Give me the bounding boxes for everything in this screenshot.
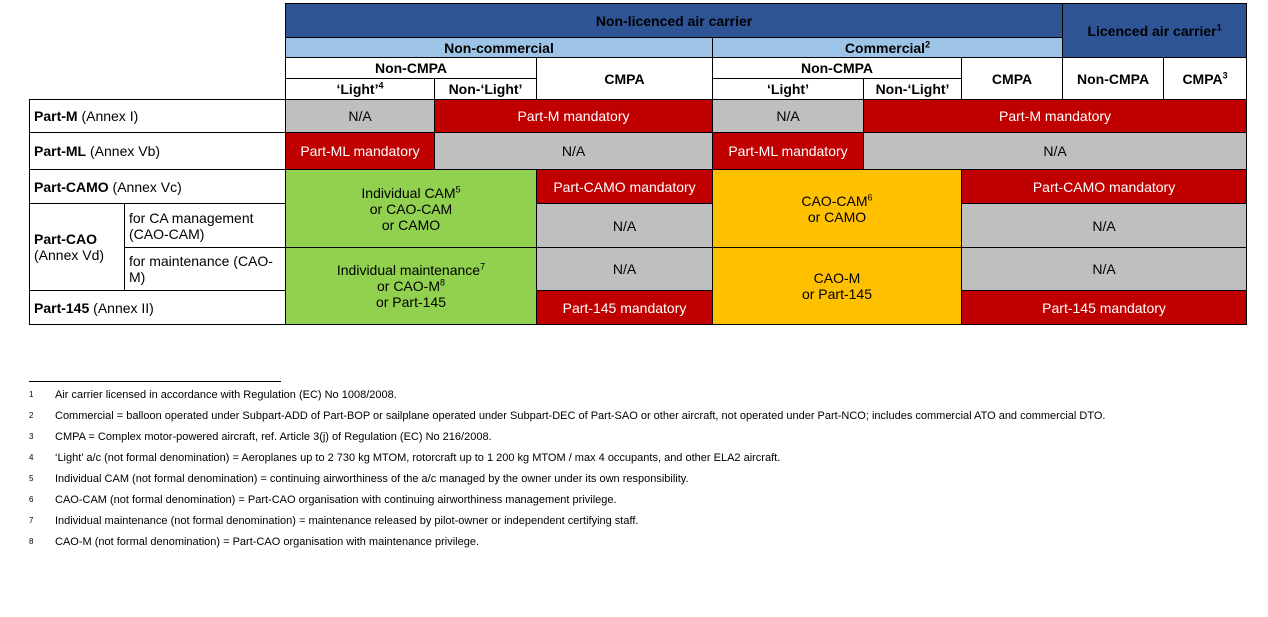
- row-label-part-ml: Part-ML (Annex Vb): [30, 133, 286, 170]
- row-label-part-camo: Part-CAMO (Annex Vc): [30, 170, 286, 204]
- cell-na: N/A: [864, 133, 1247, 170]
- header-nc-light: ‘Light’$^4$: [286, 79, 435, 100]
- header-non-commercial: Non-commercial: [286, 38, 713, 58]
- cell-individual-cam: Individual CAM$^5$ or CAO-CAM or CAMO: [286, 170, 537, 248]
- footnote: 2 Commercial = balloon operated under Subpart-ADD of Part-BOP or sailplane operated under Subpart-DEC of Part-SAO or other aircraft, not operated under Part-NCO; includes commercial ATO and commercial DTO.: [29, 410, 1106, 422]
- footnote: 4 ‘Light’ a/c (not formal denomination) = Aeroplanes up to 2 730 kg MTOM, rotorcraft up to 1 200 kg MTOM / max 4 occupants, and other ELA2 aircraft.: [29, 452, 781, 464]
- cell-part-ml-mandatory: Part-ML mandatory: [286, 133, 435, 170]
- applicability-table: [29, 3, 1247, 325]
- header-lic-non-cmpa: Non-CMPA: [1063, 58, 1164, 100]
- header-c-non-cmpa: Non-CMPA: [713, 58, 962, 79]
- cell-part-m-mandatory: Part-M mandatory: [435, 100, 713, 133]
- corner-blank: [30, 4, 286, 100]
- footnote: 5 Individual CAM (not formal denomination) = continuing airworthiness of the a/c managed by the owner under its own responsibility.: [29, 473, 689, 485]
- cell-cao-m: CAO-M or Part-145: [713, 248, 962, 325]
- header-c-light: ‘Light’: [713, 79, 864, 100]
- header-licenced: Licenced air carrier$^1$: [1063, 4, 1247, 58]
- row-label-cao-m: for maintenance (CAO-M): [125, 248, 286, 291]
- cell-part-camo-mandatory: Part-CAMO mandatory: [962, 170, 1247, 204]
- cell-cao-cam: CAO-CAM$^6$ or CAMO: [713, 170, 962, 248]
- cell-na: N/A: [537, 204, 713, 248]
- footnote: 6 CAO-CAM (not formal denomination) = Part-CAO organisation with continuing airworthiness management privilege.: [29, 494, 617, 506]
- row-label-part-m: Part-M (Annex I): [30, 100, 286, 133]
- header-nc-non-cmpa: Non-CMPA: [286, 58, 537, 79]
- footnote: 3 CMPA = Complex motor-powered aircraft, ref. Article 3(j) of Regulation (EC) No 216/2008.: [29, 431, 492, 443]
- footnote-divider: [29, 381, 281, 382]
- cell-na: N/A: [286, 100, 435, 133]
- cell-na: N/A: [537, 248, 713, 291]
- cell-na: N/A: [962, 204, 1247, 248]
- header-lic-cmpa: CMPA$^3$: [1164, 58, 1247, 100]
- row-label-part-145: Part-145 (Annex II): [30, 291, 286, 325]
- cell-na: N/A: [962, 248, 1247, 291]
- footnote: 8 CAO-M (not formal denomination) = Part-CAO organisation with maintenance privilege.: [29, 536, 479, 548]
- footnote: 1 Air carrier licensed in accordance with Regulation (EC) No 1008/2008.: [29, 389, 397, 401]
- header-nc-non-light: Non-‘Light’: [435, 79, 537, 100]
- row-label-part-cao: Part-CAO (Annex Vd): [30, 204, 125, 291]
- footnote: 7 Individual maintenance (not formal denomination) = maintenance released by pilot-owner or independent certifying staff.: [29, 515, 639, 527]
- cell-part-m-mandatory: Part-M mandatory: [864, 100, 1247, 133]
- cell-individual-maintenance: Individual maintenance$^7$ or CAO-$M^8$ or Part-145: [286, 248, 537, 325]
- cell-part-camo-mandatory: Part-CAMO mandatory: [537, 170, 713, 204]
- cell-na: N/A: [435, 133, 713, 170]
- header-nc-cmpa: CMPA: [537, 58, 713, 100]
- cell-part-145-mandatory: Part-145 mandatory: [537, 291, 713, 325]
- cell-na: N/A: [713, 100, 864, 133]
- cell-part-ml-mandatory: Part-ML mandatory: [713, 133, 864, 170]
- footnotes: [29, 381, 1245, 557]
- header-c-non-light: Non-‘Light’: [864, 79, 962, 100]
- row-label-cao-cam: for CA management (CAO-CAM): [125, 204, 286, 248]
- header-non-licenced: Non-licenced air carrier: [286, 4, 1063, 38]
- cell-part-145-mandatory: Part-145 mandatory: [962, 291, 1247, 325]
- header-c-cmpa: CMPA: [962, 58, 1063, 100]
- header-commercial: Commercial$^2$: [713, 38, 1063, 58]
